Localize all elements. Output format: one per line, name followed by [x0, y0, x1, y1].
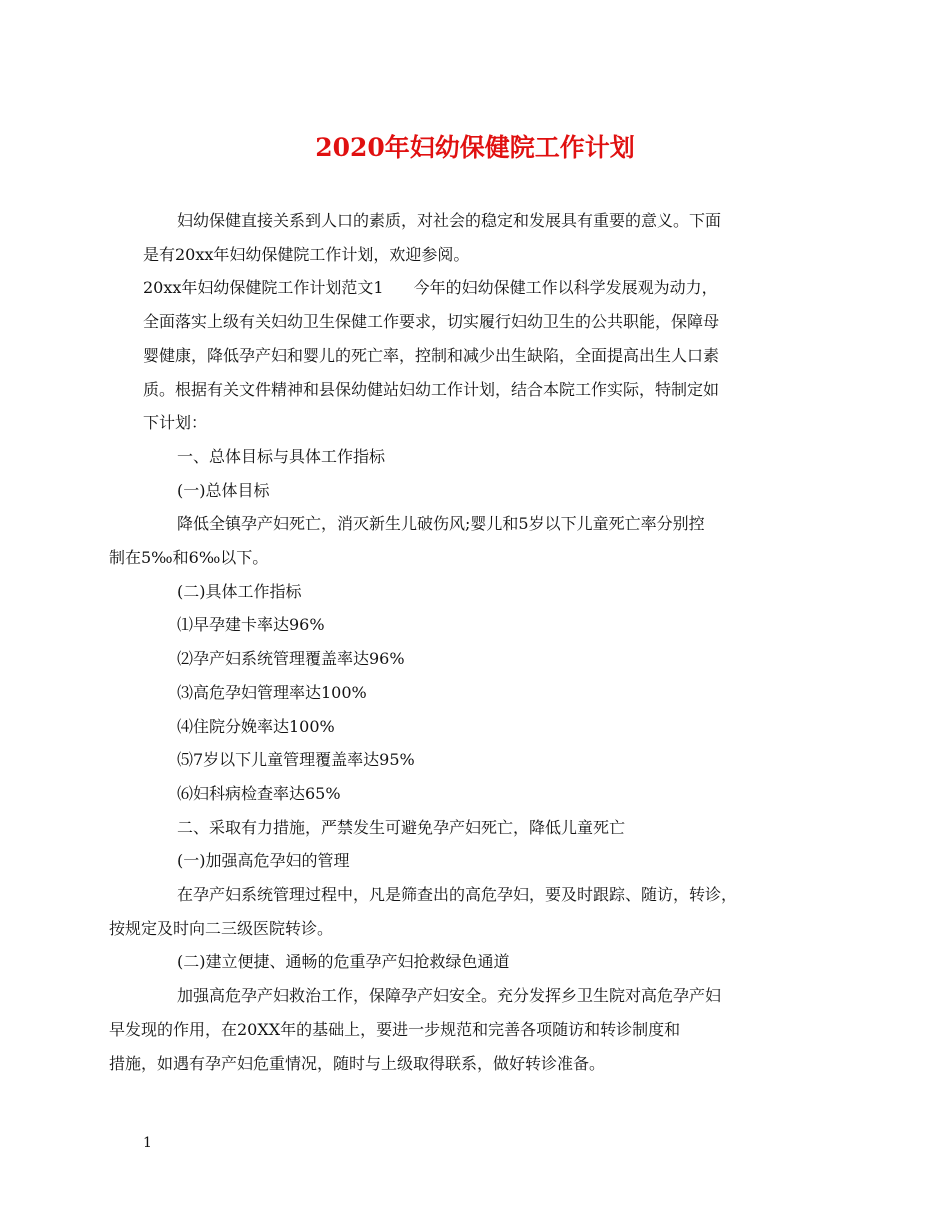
paragraph-line: 按规定及时向二三级医院转诊。: [109, 918, 334, 938]
intro-line: 妇幼保健直接关系到人口的素质，对社会的稳定和发展具有重要的意义。下面: [177, 211, 722, 230]
intro-paragraph: [143, 204, 815, 271]
section1-subheading-2: (二)具体工作指标: [177, 581, 302, 601]
sample-first-text: 今年的妇幼保健工作以科学发展观为动力，: [413, 278, 718, 298]
section2-heading: 二、采取有力措施，严禁发生可避免孕产妇死亡，降低儿童死亡: [177, 817, 626, 837]
paragraph-line: 在孕产妇系统管理过程中，凡是筛查出的高危孕妇，要及时跟踪、随访，转诊，: [177, 885, 738, 905]
sample-line: 全面落实上级有关妇幼卫生保健工作要求，切实履行妇幼卫生的公共职能，保障母: [143, 312, 720, 332]
section1-goal-paragraph: [109, 507, 815, 574]
paragraph-line: 加强高危孕产妇救治工作，保障孕产妇安全。充分发挥乡卫生院对高危孕产妇: [177, 986, 722, 1006]
intro-line: 是有20xx年妇幼保健院工作计划，欢迎参阅。: [143, 244, 470, 264]
paragraph-line: 早发现的作用，在20XX年的基础上，要进一步规范和完善各项随访和转诊制度和: [109, 1019, 681, 1039]
indicator-item: ⑵孕产妇系统管理覆盖率达96%: [177, 649, 405, 669]
paragraph-line: 措施，如遇有孕产妇危重情况，随时与上级取得联系，做好转诊准备。: [109, 1053, 606, 1073]
sample-first-line: [143, 271, 815, 305]
document-title: 2020年妇幼保健院工作计划: [315, 133, 635, 162]
indicator-item: ⑷住院分娩率达100%: [177, 716, 335, 736]
document-body: [109, 204, 815, 1080]
indicator-item: ⑴早孕建卡率达96%: [177, 615, 325, 635]
section2-subheading-2: (二)建立便捷、通畅的危重孕产妇抢救绿色通道: [177, 952, 510, 972]
section2-paragraph-1: [109, 878, 815, 945]
sample-heading: 20xx年妇幼保健院工作计划范文1: [143, 278, 384, 298]
sample-paragraph: [143, 271, 815, 440]
goal-line: 降低全镇孕产妇死亡，消灭新生儿破伤风;婴儿和5岁以下儿童死亡率分别控: [177, 514, 705, 534]
section2-paragraph-2: [109, 979, 815, 1080]
section1-subheading-1: (一)总体目标: [177, 480, 270, 500]
sample-line: 下计划：: [143, 413, 208, 433]
section2-subheading-1: (一)加强高危孕妇的管理: [177, 851, 350, 871]
page-number: 1: [143, 1135, 152, 1151]
sample-line: 质。根据有关文件精神和县保幼健站妇幼工作计划，结合本院工作实际，特制定如: [143, 379, 720, 399]
sample-line: 婴健康，降低孕产妇和婴儿的死亡率，控制和减少出生缺陷，全面提高出生人口素: [143, 345, 720, 365]
goal-line: 制在5‰和6‰以下。: [109, 548, 269, 568]
indicator-item: ⑸7岁以下儿童管理覆盖率达95%: [177, 750, 415, 770]
indicator-item: ⑶高危孕妇管理率达100%: [177, 682, 367, 702]
section1-heading: 一、总体目标与具体工作指标: [177, 446, 386, 466]
indicator-item: ⑹妇科病检查率达65%: [177, 783, 341, 803]
